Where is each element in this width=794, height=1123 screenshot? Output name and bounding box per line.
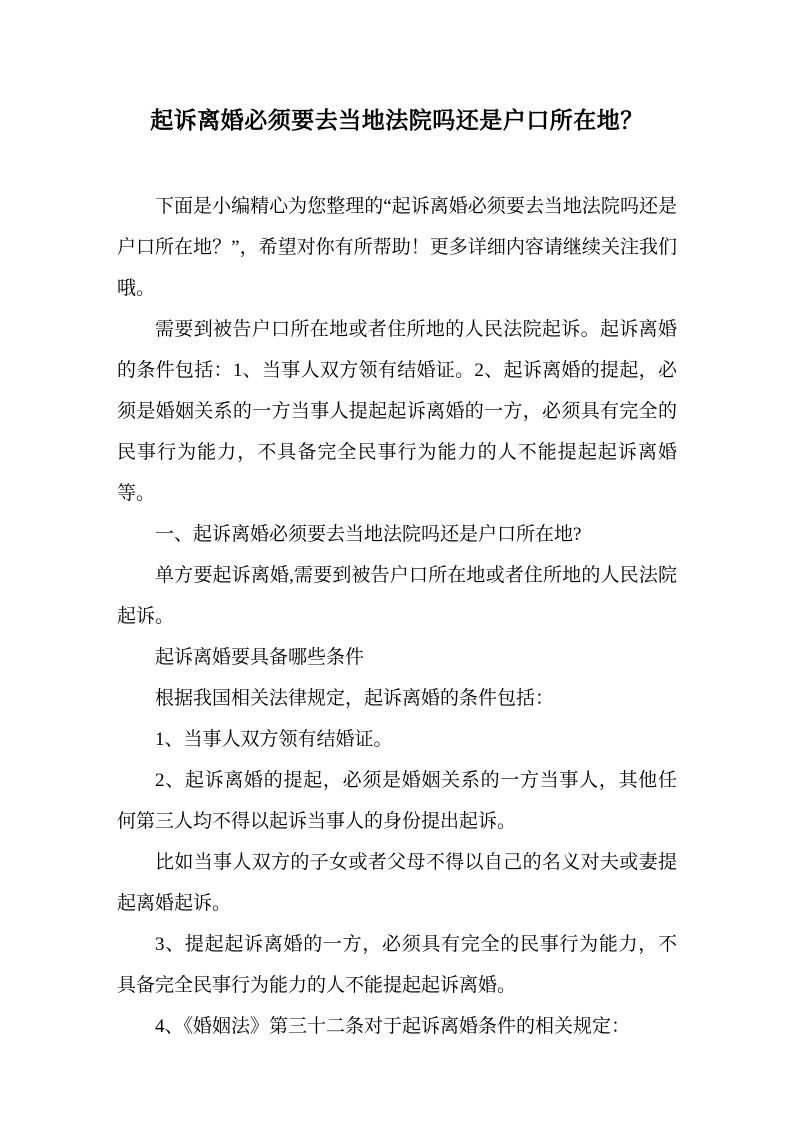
paragraph-conditions-heading: 起诉离婚要具备哪些条件 (155, 647, 365, 668)
paragraph-law-basis: 根据我国相关法律规定，起诉离婚的条件包括： (155, 688, 555, 709)
paragraph-condition-4: 4、《婚姻法》第三十二条对于起诉离婚条件的相关规定： (155, 1016, 631, 1037)
paragraph-answer-summary: 需要到被告户口所在地或者住所地的人民法院起诉。起诉离婚的条件包括：1、当事人双方领有结婚证。2、起诉离婚的提起，必须是婚姻关系的一方当事人提起起诉离婚的一方，必须具有完全的民事行为能力，不具备完全民事行为能力的人不能提起起诉离婚等。 (117, 319, 677, 504)
document-title: 起诉离婚必须要去当地法院吗还是户口所在地？ (150, 108, 644, 133)
paragraph-intro: 下面是小编精心为您整理的“起诉离婚必须要去当地法院吗还是户口所在地？”，希望对你有所帮助！更多详细内容请继续关注我们哦。 (117, 196, 677, 299)
paragraph-section-heading-1: 一、起诉离婚必须要去当地法院吗还是户口所在地? (155, 524, 582, 545)
document-body (117, 186, 677, 1047)
paragraph-condition-3: 3、提起起诉离婚的一方，必须具有完全的民事行为能力，不具备完全民事行为能力的人不能提起起诉离婚。 (117, 934, 677, 996)
paragraph-condition-1: 1、当事人双方领有结婚证。 (155, 729, 393, 750)
paragraph-condition-2-example: 比如当事人双方的子女或者父母不得以自己的名义对夫或妻提起离婚起诉。 (117, 852, 677, 914)
paragraph-condition-2: 2、起诉离婚的提起，必须是婚姻关系的一方当事人，其他任何第三人均不得以起诉当事人的身份提出起诉。 (117, 770, 677, 832)
paragraph-single-party: 单方要起诉离婚,需要到被告户口所在地或者住所地的人民法院起诉。 (117, 565, 677, 627)
